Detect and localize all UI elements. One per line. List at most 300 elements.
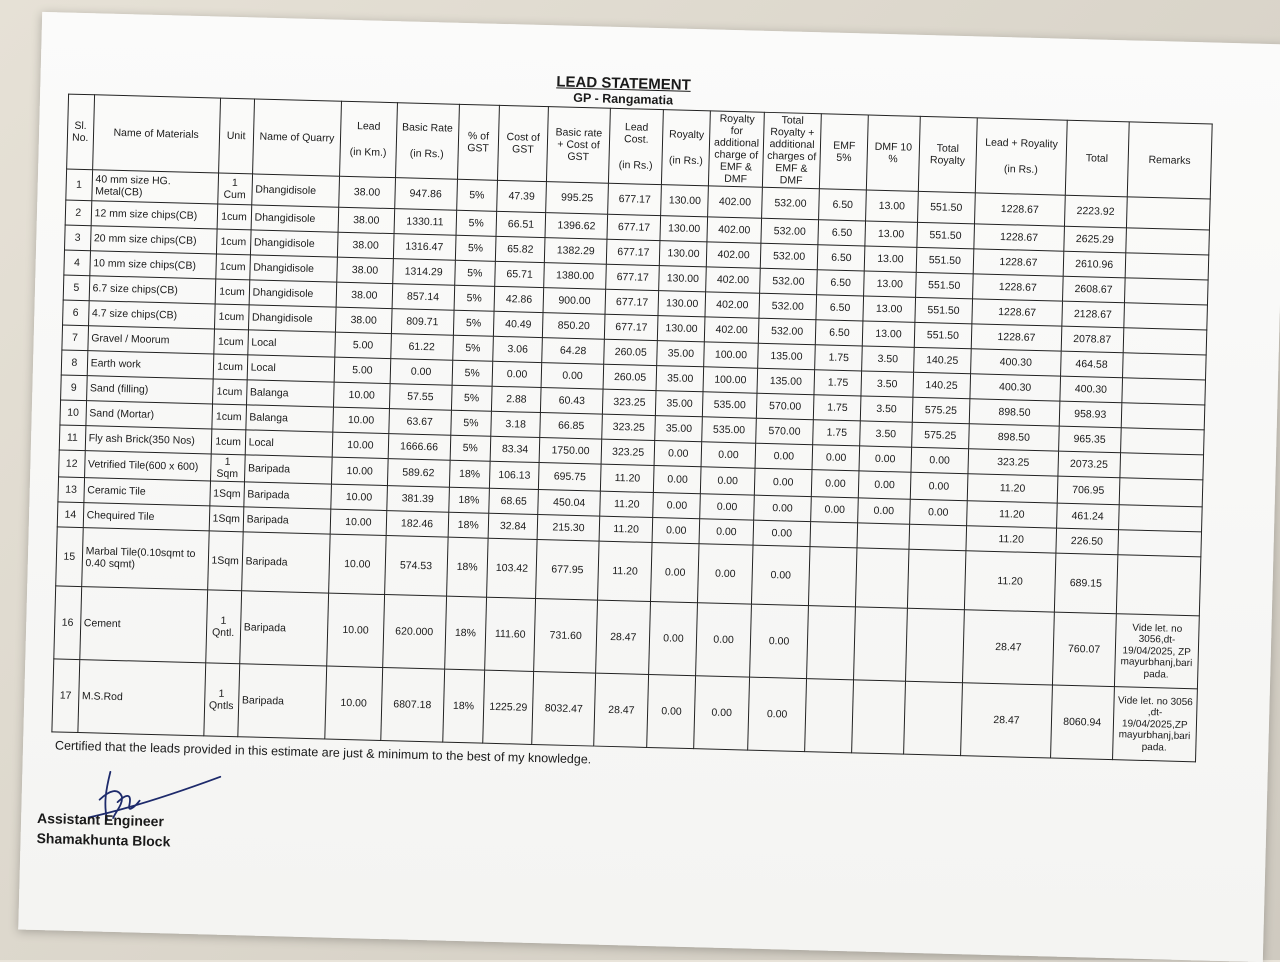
header-total-royalty: Total Royalty: [918, 116, 978, 193]
cell-total: 760.07: [1052, 612, 1116, 687]
cell-remarks: [1125, 228, 1209, 255]
cell-name: 4.7 size chips(CB): [88, 301, 215, 329]
cell-tot-roy: 0.00: [909, 500, 967, 526]
cell-roy-add: 402.00: [705, 292, 759, 318]
cell-gst: 18%: [444, 597, 486, 671]
cell-name: 10 mm size chips(CB): [89, 251, 216, 279]
cell-gst: 5%: [453, 311, 494, 337]
cell-lead-cost: 28.47: [594, 673, 649, 747]
cell-total: 958.93: [1059, 402, 1122, 429]
cell-lead: 5.00: [335, 333, 391, 359]
cell-total: 8060.94: [1050, 685, 1114, 760]
cell-gst: 5%: [450, 436, 491, 462]
cell-quarry: Dhangidisole: [249, 280, 337, 307]
cell-gst: 5%: [454, 286, 495, 312]
cell-roy-add: 402.00: [708, 186, 762, 218]
cell-tot-roy-add: 0.00: [755, 444, 813, 470]
cell-lead-roy: 28.47: [963, 610, 1055, 685]
cell-lead-cost: 677.17: [605, 290, 659, 316]
cell-unit: 1cum: [213, 329, 248, 355]
cell-lead: 10.00: [327, 593, 384, 667]
cell-roy-add: 402.00: [706, 267, 760, 293]
cell-royalty: 0.00: [649, 602, 698, 676]
cell-basic: 857.14: [392, 284, 455, 311]
cell-cost-gst: 47.39: [497, 181, 547, 213]
cell-royalty: 35.00: [656, 391, 704, 417]
cell-gst: 5%: [456, 180, 497, 212]
cell-roy-add: 100.00: [703, 367, 757, 393]
cell-total: 2610.96: [1063, 252, 1126, 279]
header-lead-label: Lead: [356, 120, 381, 133]
cell-basic-gst: 64.28: [542, 338, 605, 365]
lead-statement-table: [51, 94, 1212, 763]
cell-gst: 18%: [449, 461, 490, 489]
cell-dmf: 13.00: [866, 190, 918, 222]
cell-remarks: Vide let. no 3056 ,dt-19/04/2025,ZP mayurbhanj,bari pada.: [1112, 687, 1197, 762]
cell-lead-cost: 677.17: [607, 215, 661, 241]
cell-lead: 10.00: [325, 666, 382, 740]
cell-unit: 1Sqm: [207, 531, 243, 591]
cell-lead-roy: 1228.67: [973, 274, 1063, 301]
cell-tot-roy: 575.25: [912, 398, 970, 424]
cell-tot-roy: 140.25: [912, 373, 970, 399]
cell-lead: 10.00: [332, 432, 388, 458]
header-lead-royalty-label: Lead + Royality: [985, 136, 1059, 151]
cell-lead-cost: 677.17: [606, 265, 660, 291]
cell-roy-add: 402.00: [707, 242, 761, 268]
cell-remarks: [1121, 403, 1205, 430]
cell-total: 226.50: [1056, 528, 1119, 555]
cell-cost-gst: 0.00: [492, 362, 542, 388]
cell-basic-gst: 1382.29: [544, 238, 607, 265]
cell-gst: 5%: [451, 386, 492, 412]
cell-unit: 1 Cum: [217, 173, 252, 205]
cell-basic: 947.86: [394, 178, 457, 211]
cell-dmf: 3.50: [862, 346, 914, 372]
cell-total: 689.15: [1054, 553, 1117, 614]
cell-unit: 1 Qntl.: [205, 590, 241, 664]
cell-lead: 5.00: [334, 358, 390, 384]
cell-roy-add: 535.00: [702, 417, 756, 443]
cell-tot-roy: 551.50: [916, 223, 974, 249]
cell-remarks: [1120, 453, 1204, 480]
cell-royalty: 35.00: [657, 341, 705, 367]
header-unit: Unit: [218, 98, 254, 174]
cell-basic: 381.39: [386, 486, 449, 513]
header-name: Name of Materials: [92, 95, 220, 174]
cell-gst: 5%: [454, 261, 495, 287]
cell-gst: 5%: [452, 361, 493, 387]
cell-sl: 16: [54, 586, 82, 660]
cell-name: Cement: [79, 587, 207, 663]
cell-sl: 4: [64, 250, 90, 276]
cell-dmf: 13.00: [864, 271, 916, 297]
cell-roy-add: 402.00: [705, 317, 759, 343]
cell-lead: 38.00: [339, 177, 395, 209]
cell-royalty: 35.00: [655, 416, 703, 442]
cell-name: Gravel / Moorum: [87, 326, 214, 354]
cell-emf: 6.50: [816, 320, 864, 346]
cell-emf: 0.00: [812, 470, 860, 498]
cell-unit: 1cum: [211, 429, 246, 455]
header-lead-cost-unit: (in Rs.): [618, 159, 653, 173]
cell-dmf: 13.00: [863, 296, 915, 322]
cell-cost-gst: 65.71: [495, 262, 545, 288]
cell-dmf: 0.00: [859, 446, 911, 472]
cell-basic-gst: 1396.62: [545, 213, 608, 240]
cell-roy-add: 0.00: [698, 544, 753, 604]
header-total-royalty-add: Total Royalty + additional charges of EMF & DMF: [762, 112, 822, 189]
cell-tot-roy: 0.00: [910, 473, 968, 501]
cell-unit: 1cum: [213, 354, 248, 380]
cell-name: 40 mm size HG. Metal(CB): [91, 170, 218, 204]
cell-quarry: Balanga: [246, 380, 334, 407]
cell-basic: 57.55: [389, 384, 452, 411]
cell-lead-cost: 11.20: [599, 517, 653, 543]
cell-basic: 1316.47: [393, 234, 456, 261]
cell-quarry: Dhangidisole: [251, 205, 339, 232]
cell-gst: 5%: [450, 411, 491, 437]
header-gst-pct: % of GST: [457, 104, 500, 180]
cell-total: 2128.67: [1062, 302, 1125, 329]
document-content: [36, 61, 1219, 893]
cell-name: Sand (filling): [86, 376, 213, 404]
cell-sl: 11: [59, 425, 85, 451]
cell-quarry: Baripada: [239, 591, 328, 666]
cell-lead: 10.00: [330, 509, 386, 535]
cell-unit: 1Sqm: [209, 481, 244, 507]
cell-tot-roy-add: 0.00: [753, 521, 811, 547]
cell-cost-gst: 103.42: [487, 539, 538, 599]
cell-total: 2223.92: [1064, 196, 1127, 229]
header-quarry: Name of Quarry: [252, 99, 341, 177]
cell-dmf: 3.50: [861, 396, 913, 422]
cell-unit: 1cum: [214, 304, 249, 330]
cell-lead-roy: 1228.67: [971, 324, 1061, 351]
header-basic-rate-unit: (in Rs.): [409, 147, 444, 161]
header-lead-cost-label: Lead Cost.: [623, 121, 649, 146]
cell-emf: [810, 522, 858, 548]
cell-royalty: 0.00: [654, 441, 702, 467]
cell-basic-gst: 215.30: [537, 515, 600, 542]
cell-tot-roy-add: 532.00: [759, 269, 817, 295]
signatory-designation: Assistant Engineer: [36, 810, 165, 830]
cell-lead-roy: 11.20: [967, 501, 1057, 528]
cell-tot-roy-add: 0.00: [747, 677, 807, 751]
cell-roy-add: 100.00: [704, 342, 758, 368]
cell-dmf: 13.00: [863, 321, 915, 347]
header-dmf: DMF 10 %: [867, 115, 920, 192]
cell-tot-roy: 551.50: [915, 273, 973, 299]
cell-basic: 620.000: [382, 595, 446, 670]
cell-lead: 38.00: [336, 308, 392, 334]
cell-basic: 6807.18: [380, 668, 444, 743]
cell-lead: 38.00: [338, 233, 394, 259]
cell-lead: 38.00: [338, 208, 394, 234]
cell-sl: 13: [58, 477, 84, 503]
cell-remarks: [1125, 253, 1209, 280]
cell-lead-roy: 400.30: [971, 349, 1061, 376]
header-sl: Sl. No.: [67, 94, 95, 170]
header-royalty-label: Royalty: [668, 128, 705, 142]
cell-name: 20 mm size chips(CB): [90, 226, 217, 254]
cell-remarks: [1118, 530, 1202, 557]
cell-sl: 2: [65, 200, 91, 226]
cell-cost-gst: 40.49: [493, 312, 543, 338]
cell-total: 2608.67: [1062, 277, 1125, 304]
cell-tot-roy-add: 570.00: [756, 394, 814, 420]
cell-gst: 5%: [455, 236, 496, 262]
cell-emf: 6.50: [816, 295, 864, 321]
cell-remarks: [1122, 353, 1206, 380]
cell-total: 400.30: [1060, 377, 1123, 404]
cell-total: 2625.29: [1064, 227, 1127, 254]
cell-lead-cost: 323.25: [601, 440, 655, 466]
cell-basic: 182.46: [386, 511, 449, 538]
cell-tot-roy-add: 135.00: [757, 369, 815, 395]
cell-unit: 1cum: [216, 229, 251, 255]
cell-cost-gst: 106.13: [489, 462, 539, 490]
document-subtitle: GP - Rangamatia: [573, 90, 674, 108]
cell-sl: 10: [60, 400, 86, 426]
certification-text: Certified that the leads provided in this estimate are just & minimum to the best of my knowledge.: [54, 738, 592, 767]
cell-tot-roy-add: 570.00: [755, 419, 813, 445]
cell-gst: 18%: [448, 513, 489, 539]
cell-unit: 1 Sqm: [210, 454, 245, 482]
cell-basic-gst: 731.60: [534, 599, 598, 674]
cell-tot-roy-add: 532.00: [760, 244, 818, 270]
cell-gst: 18%: [446, 538, 488, 598]
cell-cost-gst: 42.86: [494, 287, 544, 313]
cell-quarry: Dhangidisole: [249, 255, 337, 282]
cell-basic: 574.53: [384, 536, 447, 597]
cell-lead-cost: 260.05: [604, 340, 658, 366]
cell-name: Vetrified Tile(600 x 600): [84, 451, 211, 481]
cell-emf: [807, 606, 856, 680]
cell-lead-roy: 11.20: [966, 526, 1056, 553]
cell-roy-add: 0.00: [694, 676, 749, 750]
cell-sl: 1: [66, 169, 92, 201]
cell-sl: 12: [59, 450, 85, 478]
cell-quarry: Local: [247, 355, 335, 382]
cell-royalty: 130.00: [658, 291, 706, 317]
cell-basic-gst: 450.04: [538, 490, 601, 517]
cell-quarry: Dhangidisole: [248, 305, 336, 332]
cell-remarks: [1123, 328, 1207, 355]
cell-tot-roy: 140.25: [913, 348, 971, 374]
cell-name: Ceramic Tile: [83, 478, 210, 506]
cell-dmf: [852, 680, 905, 754]
cell-lead: 10.00: [329, 534, 386, 594]
cell-emf: 1.75: [814, 370, 862, 396]
cell-lead-cost: 11.20: [600, 465, 654, 493]
header-royalty-add: Royalty for additional charge of EMF & DMF: [709, 111, 764, 188]
cell-royalty: 130.00: [660, 241, 708, 267]
cell-sl: 14: [57, 502, 83, 528]
cell-cost-gst: 32.84: [488, 514, 538, 540]
cell-tot-roy: [905, 609, 965, 683]
cell-tot-roy: 551.50: [917, 192, 975, 224]
cell-quarry: Local: [245, 430, 333, 457]
cell-lead: 10.00: [332, 457, 388, 485]
cell-quarry: Baripada: [241, 532, 330, 593]
cell-remarks: [1124, 278, 1208, 305]
cell-basic-gst: 677.95: [536, 540, 599, 601]
cell-tot-roy: 551.50: [916, 248, 974, 274]
cell-remarks: Vide let. no 3056,dt-19/04/2025, ZP mayurbhanj,bari pada.: [1114, 614, 1199, 689]
cell-lead-cost: 28.47: [596, 600, 651, 674]
cell-basic: 589.62: [387, 459, 450, 488]
cell-quarry: Baripada: [244, 482, 332, 509]
cell-roy-add: 535.00: [703, 392, 757, 418]
cell-lead: 10.00: [334, 383, 390, 409]
header-emf: EMF 5%: [820, 114, 869, 191]
cell-sl: 6: [63, 300, 89, 326]
cell-tot-roy-add: 135.00: [757, 344, 815, 370]
header-lead-royalty-unit: (in Rs.): [1003, 163, 1038, 177]
header-basic-rate-label: Basic Rate: [401, 121, 453, 135]
cell-gst: 18%: [442, 669, 484, 743]
cell-royalty: 35.00: [656, 366, 704, 392]
cell-sl: 3: [64, 225, 90, 251]
cell-basic: 0.00: [390, 359, 453, 386]
cell-lead-roy: 323.25: [968, 449, 1058, 476]
cell-gst: 5%: [456, 211, 497, 237]
cell-royalty: 0.00: [654, 466, 702, 494]
cell-royalty: 130.00: [661, 185, 709, 217]
cell-tot-roy: 551.50: [914, 323, 972, 349]
cell-cost-gst: 83.34: [490, 437, 540, 463]
cell-roy-add: 0.00: [699, 519, 753, 545]
cell-basic-gst: 60.43: [541, 388, 604, 415]
cell-emf: 6.50: [818, 220, 866, 246]
cell-roy-add: 0.00: [701, 442, 755, 468]
cell-tot-roy-add: 0.00: [749, 604, 809, 678]
cell-quarry: Baripada: [243, 507, 331, 534]
cell-emf: 0.00: [812, 445, 860, 471]
cell-quarry: Balanga: [246, 405, 334, 432]
header-basic-rate: [395, 103, 459, 180]
cell-name: Marbal Tile(0.10sqmt to 0.40 sqmt): [81, 528, 208, 590]
cell-tot-roy: 0.00: [910, 448, 968, 474]
document-title: LEAD STATEMENT: [556, 73, 691, 94]
cell-cost-gst: 1225.29: [483, 671, 534, 745]
cell-tot-roy: 575.25: [911, 423, 969, 449]
cell-emf: 6.50: [817, 270, 865, 296]
cell-name: Earth work: [87, 351, 214, 379]
header-cost-gst: Cost of GST: [498, 105, 549, 182]
cell-basic: 63.67: [388, 409, 451, 436]
cell-total: 2078.87: [1061, 327, 1124, 354]
cell-basic-gst: 66.85: [540, 413, 603, 440]
cell-roy-add: 402.00: [707, 217, 761, 243]
cell-lead-cost: 677.17: [606, 240, 660, 266]
header-royalty: [662, 110, 711, 187]
cell-royalty: 130.00: [659, 266, 707, 292]
cell-gst: 18%: [448, 488, 489, 514]
cell-quarry: Dhangidisole: [251, 174, 339, 207]
cell-dmf: 0.00: [859, 471, 911, 499]
header-total: Total: [1065, 120, 1129, 197]
cell-tot-roy: 551.50: [914, 298, 972, 324]
cell-lead-roy: 11.20: [967, 474, 1057, 503]
header-lead-unit: (in Km.): [349, 146, 387, 160]
cell-royalty: 130.00: [658, 316, 706, 342]
cell-emf: [805, 679, 854, 753]
cell-royalty: 0.00: [652, 518, 700, 544]
cell-roy-add: 0.00: [700, 494, 754, 520]
cell-lead-cost: 11.20: [598, 541, 653, 601]
cell-royalty: 0.00: [653, 493, 701, 519]
cell-remarks: [1116, 555, 1201, 616]
cell-name: Fly ash Brick(350 Nos): [85, 426, 212, 454]
cell-remarks: [1122, 378, 1206, 405]
cell-basic-gst: 695.75: [539, 463, 602, 492]
cell-lead-roy: 898.50: [969, 424, 1059, 451]
cell-sl: 9: [61, 375, 87, 401]
cell-royalty: 0.00: [651, 543, 699, 603]
header-lead-cost: [608, 108, 663, 185]
cell-lead-cost: 11.20: [600, 492, 654, 518]
header-royalty-unit: (in Rs.): [668, 154, 703, 168]
cell-quarry: Dhangidisole: [250, 230, 338, 257]
cell-name: Chequired Tile: [83, 503, 210, 531]
cell-cost-gst: 3.06: [493, 337, 543, 363]
cell-dmf: [856, 548, 909, 608]
cell-cost-gst: 3.18: [491, 412, 541, 438]
cell-quarry: Local: [247, 330, 335, 357]
cell-remarks: [1120, 428, 1204, 455]
cell-remarks: [1123, 303, 1207, 330]
cell-lead: 38.00: [337, 258, 393, 284]
cell-basic-gst: 0.00: [541, 363, 604, 390]
cell-sl: 17: [52, 659, 80, 733]
cell-basic: 61.22: [390, 334, 453, 361]
cell-dmf: 13.00: [865, 221, 917, 247]
cell-roy-add: 0.00: [696, 603, 751, 677]
cell-sl: 7: [62, 325, 88, 351]
cell-royalty: 130.00: [660, 216, 708, 242]
cell-dmf: [854, 607, 907, 681]
cell-cost-gst: 65.82: [495, 237, 545, 263]
cell-tot-roy-add: 0.00: [751, 546, 810, 606]
cell-emf: 1.75: [814, 395, 862, 421]
cell-emf: 6.50: [818, 245, 866, 271]
cell-lead-roy: 11.20: [965, 551, 1056, 612]
cell-unit: 1cum: [211, 404, 246, 430]
cell-basic-gst: 1380.00: [544, 263, 607, 290]
cell-total: 2073.25: [1058, 451, 1121, 478]
cell-lead-roy: 1228.67: [972, 299, 1062, 326]
cell-dmf: 3.50: [861, 371, 913, 397]
cell-total: 464.58: [1060, 352, 1123, 379]
cell-lead: 38.00: [336, 283, 392, 309]
cell-lead: 10.00: [331, 484, 387, 510]
cell-tot-roy: [908, 525, 966, 551]
cell-lead-cost: 323.25: [602, 415, 656, 441]
cell-unit: 1cum: [215, 279, 250, 305]
cell-emf: 1.75: [815, 345, 863, 371]
cell-basic: 1666.66: [388, 434, 451, 461]
cell-emf: 1.75: [813, 420, 861, 446]
cell-tot-roy: [907, 550, 966, 610]
cell-sl: 5: [63, 275, 89, 301]
cell-tot-roy-add: 532.00: [759, 294, 817, 320]
cell-dmf: 13.00: [864, 246, 916, 272]
cell-tot-roy-add: 532.00: [761, 219, 819, 245]
cell-lead-cost: 677.17: [608, 184, 662, 216]
cell-royalty: 0.00: [647, 675, 696, 749]
